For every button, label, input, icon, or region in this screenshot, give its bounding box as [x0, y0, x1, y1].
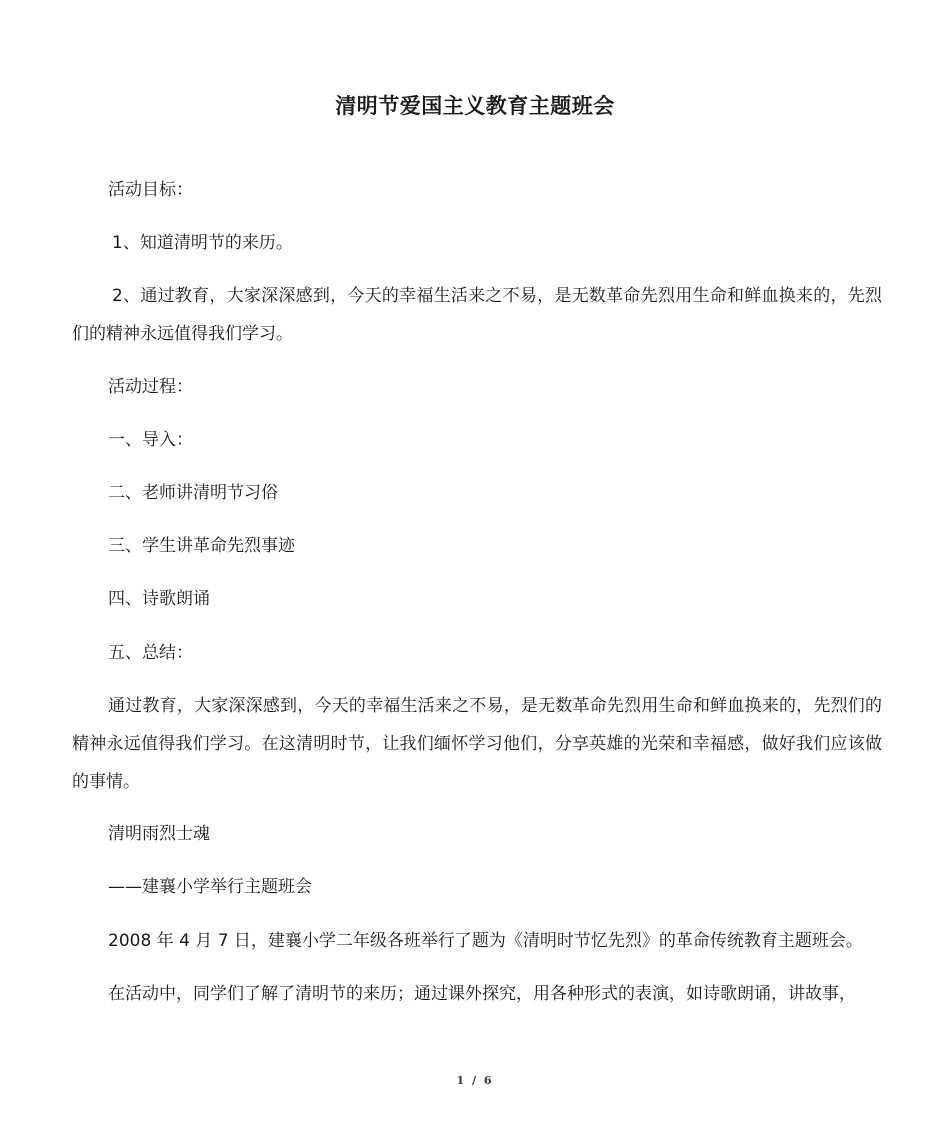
paragraph-summary: 通过教育，大家深深感到，今天的幸福生活来之不易，是无数革命先烈用生命和鲜血换来的，先烈们的精神永远值得我们学习。在这清明时节，让我们缅怀学习他们，分享英雄的光荣和幸福感，做好我们应该做的事情。 [72, 696, 882, 792]
paragraph-subtitle: 清明雨烈士魂 [108, 824, 210, 844]
document-title: 清明节爱国主义教育主题班会 [335, 94, 615, 118]
paragraph-step-5: 五、总结： [108, 643, 193, 663]
paragraph-goal-2: 2、通过教育，大家深深感到，今天的幸福生活来之不易，是无数革命先烈用生命和鲜血换来的，先烈们的精神永远值得我们学习。 [72, 286, 882, 344]
paragraph-date-intro: 2008 年 4 月 7 日，建襄小学二年级各班举行了题为《清明时节忆先烈》的革命传统教育主题班会。 [108, 931, 863, 951]
paragraph-step-4: 四、诗歌朗诵 [108, 589, 210, 609]
paragraph-step-3: 三、学生讲革命先烈事迹 [108, 536, 295, 556]
page-indicator: 1 / 6 [456, 1074, 494, 1087]
paragraph-activity-process-heading: 活动过程： [108, 377, 193, 397]
paragraph-activity-goals-heading: 活动目标： [108, 180, 193, 200]
paragraph-goal-1: 1、知道清明节的来历。 [112, 233, 293, 253]
paragraph-step-2: 二、老师讲清明节习俗 [108, 483, 278, 503]
paragraph-step-1: 一、导入： [108, 430, 193, 450]
paragraph-byline: ——建襄小学举行主题班会 [108, 877, 312, 897]
paragraph-activity-description: 在活动中，同学们了解了清明节的来历；通过课外探究，用各种形式的表演，如诗歌朗诵，讲故事， [108, 984, 856, 1004]
